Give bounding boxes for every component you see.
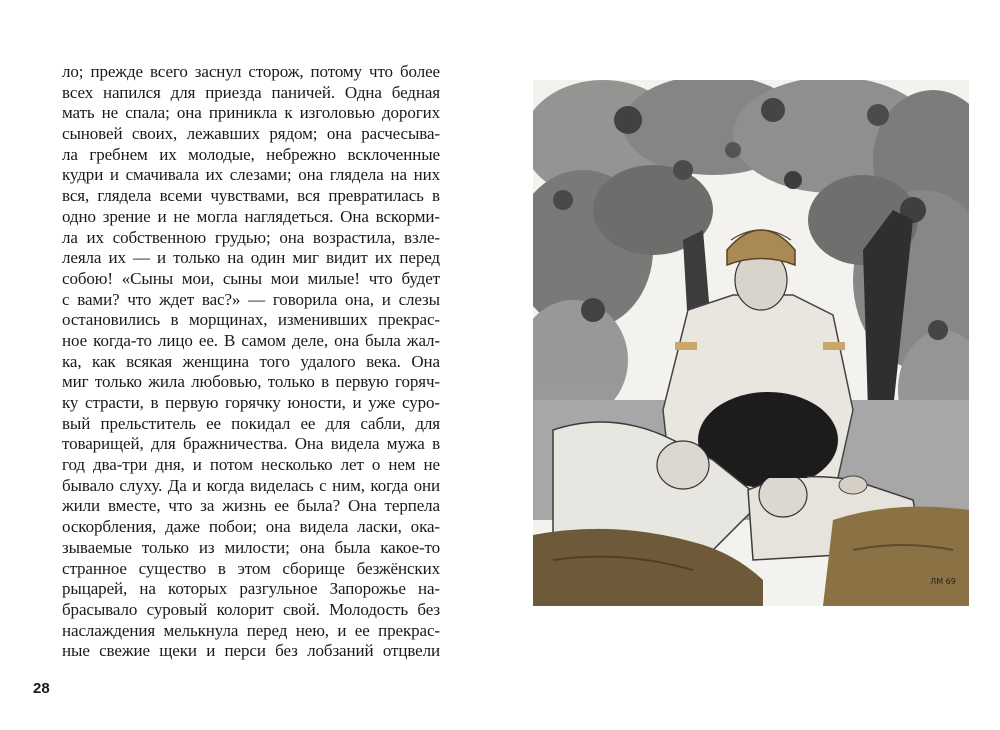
sleeve-embroidery — [823, 342, 845, 350]
text-line: странное существо в этом сборище безжёнских — [62, 558, 440, 578]
sleeve-embroidery — [675, 342, 697, 350]
text-line: ное когда-то лицо ее. В самом деле, она была жал- — [62, 330, 440, 350]
text-line: всех напился для приезда паничей. Одна бедная — [62, 82, 440, 102]
text-line: бывало слуху. Да и когда виделась с ним, когда они — [62, 475, 440, 495]
text-line: жили вместе, что за жизнь ее была? Она терпела — [62, 496, 440, 516]
text-line: ные свежие щеки и перси без лобзаний отцвели — [62, 641, 440, 661]
text-line: мать не спала; она приникла к изголовью дорогих — [62, 103, 440, 123]
body-text — [62, 62, 440, 662]
artist-signature: ЛМ 69 — [930, 577, 956, 586]
text-line: брасывало суровый колорит свой. Молодость без — [62, 599, 440, 619]
son-face-left — [657, 441, 709, 489]
text-line: товарищей, для бражничества. Она видела мужа в — [62, 434, 440, 454]
text-line: рыцарей, на которых разгульное Запорожье на- — [62, 579, 440, 599]
text-line: ла их собственною грудью; она возрастила, взле- — [62, 227, 440, 247]
page-number: 28 — [33, 680, 50, 697]
text-line: ка, как всякая женщина того удалого века. Она — [62, 351, 440, 371]
text-line: одно зрение и не могла наглядеться. Она вскорми- — [62, 206, 440, 226]
text-line: леяла их — и только на один миг видит их перед — [62, 248, 440, 268]
text-line: кудри и смачивала их слезами; она глядела на них — [62, 165, 440, 185]
illustration — [533, 80, 969, 606]
text-line: миг только жила любовью, только в первую горяч- — [62, 372, 440, 392]
text-line: с вами? что ждет вас?» — говорила она, и слезы — [62, 289, 440, 309]
son-face-right — [759, 473, 807, 517]
text-line: вый прельститель ее покидал ее для сабли, для — [62, 413, 440, 433]
text-line: зываемые только из милости; она была какое-то — [62, 537, 440, 557]
text-line: ку страсти, в первую горячку юности, и уже суро- — [62, 393, 440, 412]
text-line: наслаждения мелькнула перед нею, и ее прекрас- — [62, 620, 440, 640]
text-line: сыновей своих, лежавших рядом; она расчесыва- — [62, 124, 440, 144]
text-line: ла гребнем их молодые, небрежно всклоченные — [62, 144, 440, 164]
text-line: вся, глядела всеми чувствами, вся превратилась в — [62, 186, 440, 206]
text-line: оскорбления, даже побои; она видела ласки, ока- — [62, 517, 440, 537]
illustration-svg — [533, 80, 969, 606]
text-line: год два-три дня, и потом несколько лет о нем не — [62, 455, 440, 475]
text-line: собою! «Сыны мои, сыны мои милые! что будет — [62, 268, 440, 288]
text-line: ло; прежде всего заснул сторож, потому что более — [62, 62, 440, 81]
text-line: остановились в морщинах, изменивших прекрас- — [62, 310, 440, 330]
blanket-right — [823, 507, 969, 606]
